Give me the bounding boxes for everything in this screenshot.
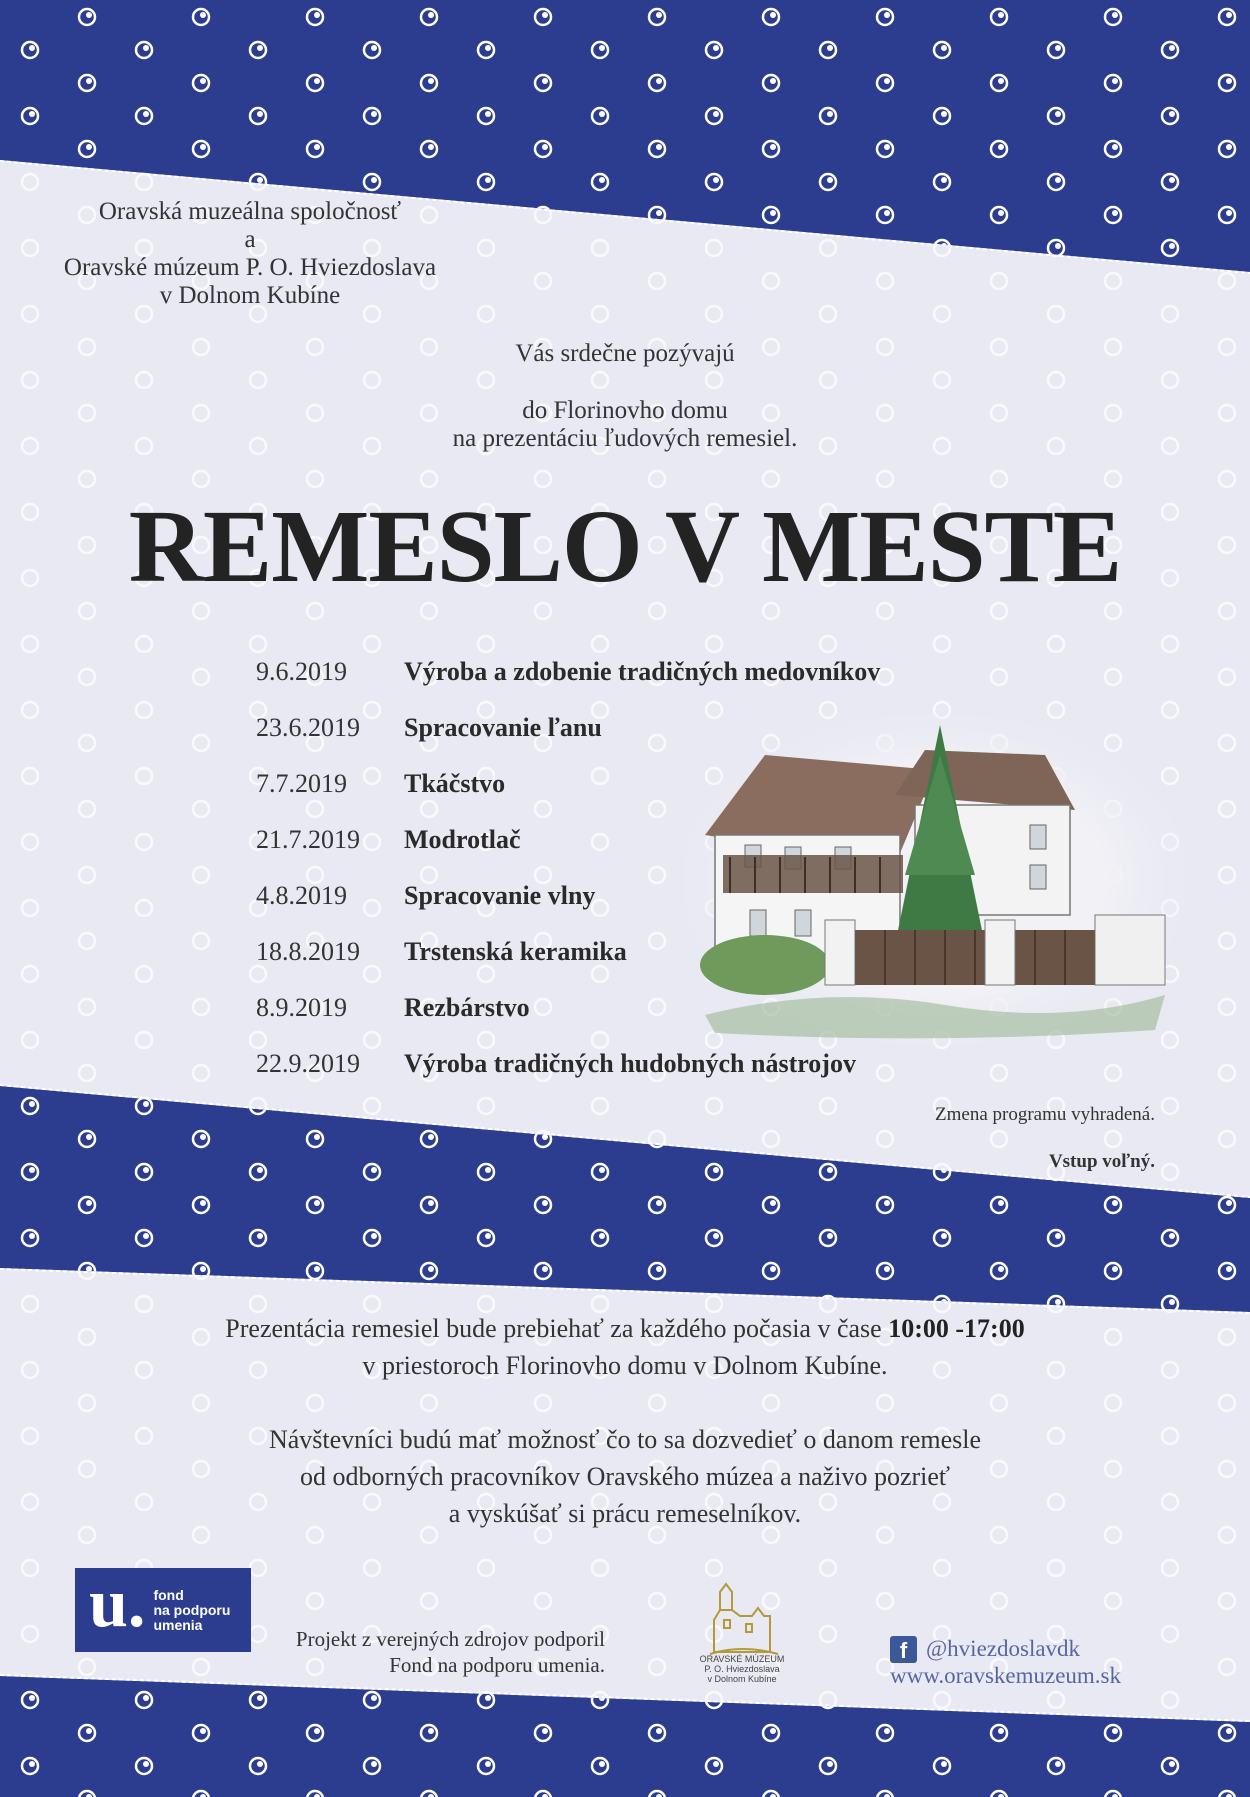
museum-logo-line-3: v Dolnom Kubíne	[707, 1674, 777, 1684]
schedule-event: Výroba tradičných hudobných nástrojov	[404, 1049, 856, 1078]
schedule-event: Rezbárstvo	[404, 993, 530, 1022]
website-link[interactable]: www.oravskemuzeum.sk	[890, 1663, 1122, 1688]
schedule-event: Spracovanie vlny	[404, 881, 596, 910]
social-links	[890, 1636, 1121, 1689]
schedule-date: 23.6.2019	[256, 713, 360, 742]
info-text: Prezentácia remesiel bude prebiehať za každého počasia v čase	[225, 1314, 889, 1343]
program-change-note: Zmena programu vyhradená.	[935, 1104, 1155, 1125]
facebook-handle[interactable]: @hviezdoslavdk	[926, 1636, 1081, 1661]
schedule-row	[256, 812, 880, 868]
schedule-date: 21.7.2019	[256, 825, 360, 854]
info-paragraph-2	[0, 1421, 1250, 1532]
schedule-row	[256, 924, 880, 980]
info-line-4: od odborných pracovníkov Oravského múzea a naživo pozrieť	[299, 1462, 951, 1491]
facebook-row[interactable]	[890, 1636, 1121, 1663]
info-time: 10:00 -17:00	[888, 1314, 1025, 1343]
invitation-line-1: Vás srdečne pozývajú	[515, 340, 735, 367]
schedule-row	[256, 980, 880, 1036]
organizer-line-1: Oravská muzeálna spoločnosť	[98, 198, 402, 225]
schedule-date: 7.7.2019	[256, 769, 347, 798]
info-line-5: a vyskúšať si prácu remeselníkov.	[448, 1499, 802, 1528]
organizers	[0, 198, 500, 310]
invitation-line-3: na prezentáciu ľudových remesiel.	[452, 425, 798, 452]
project-line-1: Projekt z verejných zdrojov podporil	[295, 1627, 605, 1651]
fund-logo-line-2: na podporu	[153, 1601, 231, 1618]
free-entry-note: Vstup voľný.	[1048, 1151, 1155, 1172]
fund-logo-letter: u.	[89, 1565, 146, 1642]
fund-logo-text	[153, 1588, 230, 1633]
event-title: REMESLO V MESTE	[128, 489, 1122, 604]
info-line-2: v priestoroch Florinovho domu v Dolnom Kubíne.	[362, 1351, 888, 1380]
schedule-date: 18.8.2019	[256, 937, 360, 966]
schedule-event: Modrotlač	[404, 825, 521, 854]
facebook-icon[interactable]: f	[890, 1636, 917, 1663]
schedule-row	[256, 700, 880, 756]
organizer-line-4: v Dolnom Kubíne	[159, 282, 341, 309]
schedule-date: 8.9.2019	[256, 993, 347, 1022]
info-line-3: Návštevníci budú mať možnosť čo to sa dozvedieť o danom remesle	[268, 1425, 982, 1454]
project-support-note	[240, 1626, 605, 1678]
schedule-date: 4.8.2019	[256, 881, 347, 910]
fund-logo-line-3: umenia	[153, 1616, 203, 1633]
museum-logo-text	[690, 1654, 794, 1684]
schedule-event: Tkáčstvo	[404, 769, 506, 798]
schedule-date: 22.9.2019	[256, 1049, 360, 1078]
invitation-line-2: do Florinovho domu	[522, 397, 728, 424]
schedule-row	[256, 644, 880, 700]
museum-logo-line-1: ORAVSKÉ MÚZEUM	[699, 1654, 785, 1664]
fund-logo	[75, 1565, 251, 1652]
organizer-line-2: a	[244, 226, 256, 253]
museum-logo-line-2: P. O. Hviezdoslava	[704, 1664, 780, 1674]
project-line-2: Fond na podporu umenia.	[389, 1653, 605, 1677]
schedule-event: Výroba a zdobenie tradičných medovníkov	[404, 657, 881, 686]
schedule-row	[256, 756, 880, 812]
schedule-row	[256, 868, 880, 924]
schedule-list	[256, 644, 880, 1092]
schedule-event: Trstenská keramika	[404, 937, 627, 966]
schedule-date: 9.6.2019	[256, 657, 347, 686]
info-paragraph-1	[0, 1310, 1250, 1384]
organizer-line-3: Oravské múzeum P. O. Hviezdoslava	[63, 254, 437, 281]
fund-logo-line-1: fond	[153, 1586, 184, 1603]
schedule-row	[256, 1036, 880, 1092]
schedule-event: Spracovanie ľanu	[404, 713, 602, 742]
info-line-1	[0, 1310, 1250, 1347]
